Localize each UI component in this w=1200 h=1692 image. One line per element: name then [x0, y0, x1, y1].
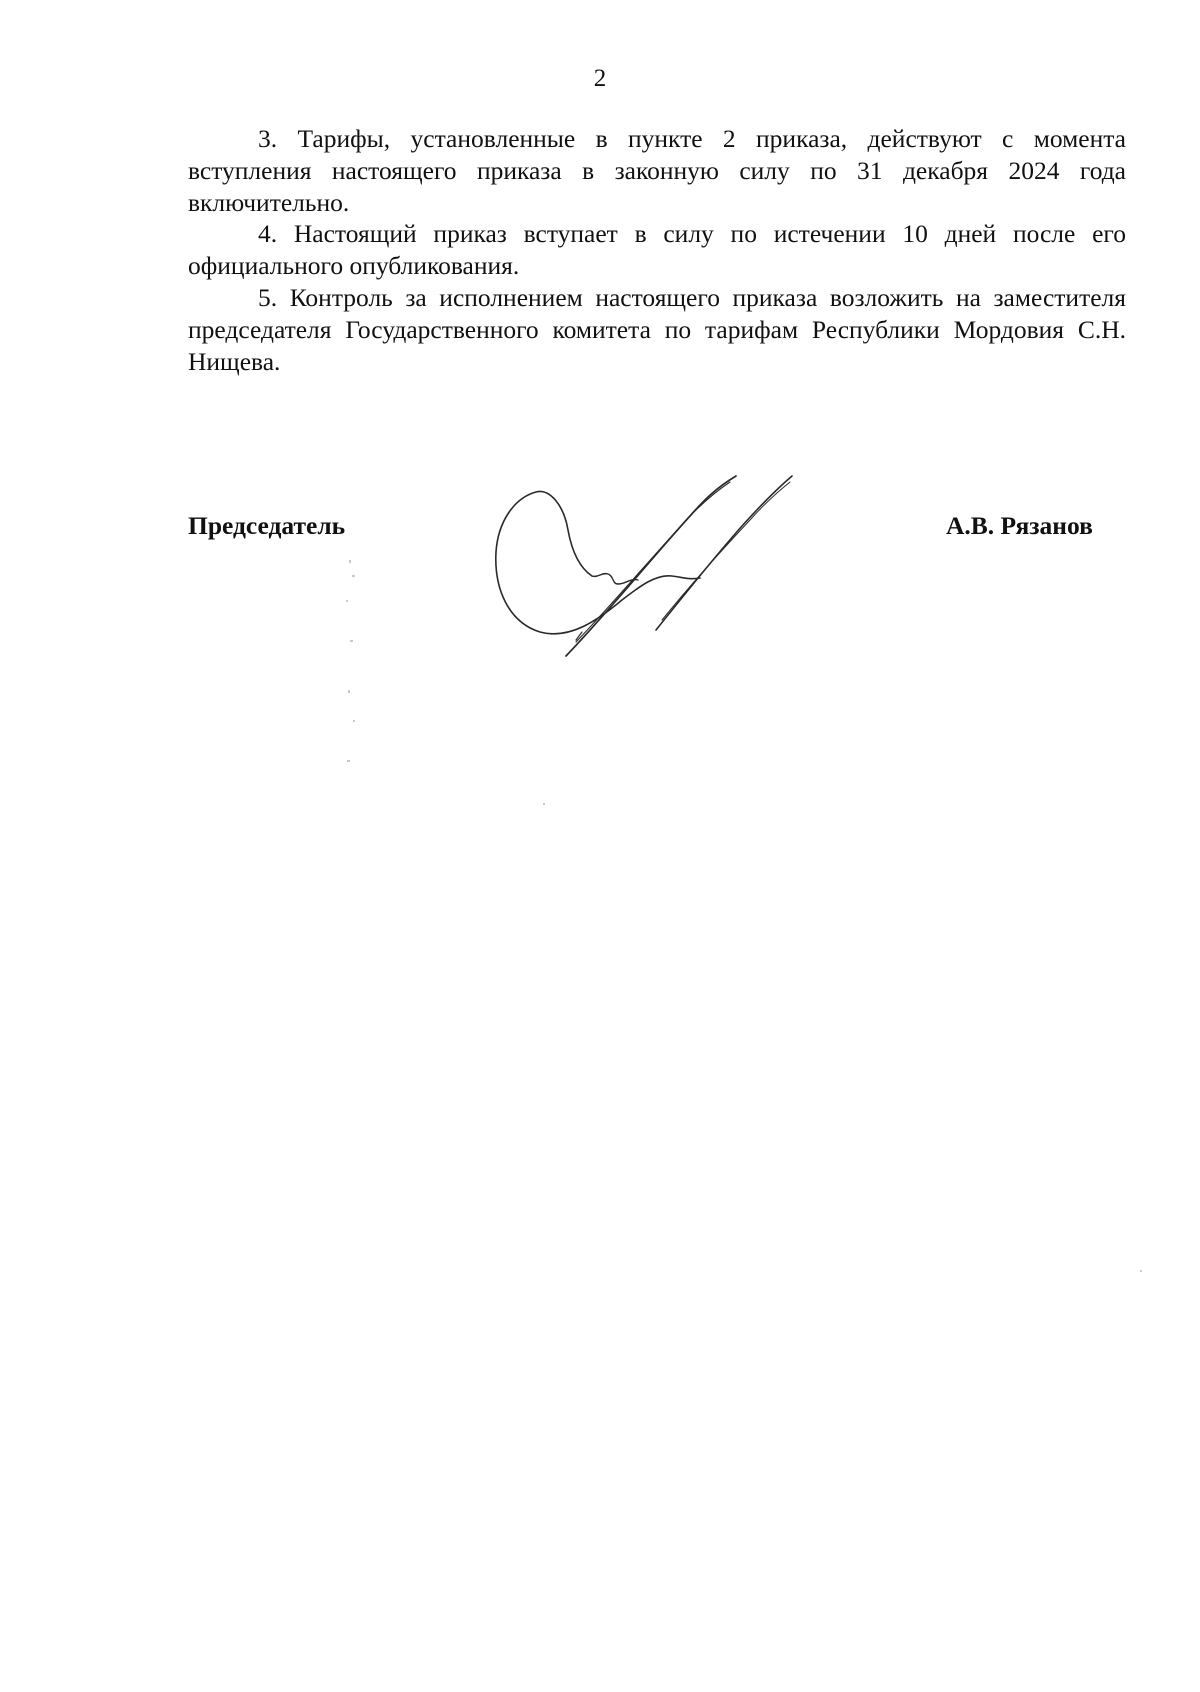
paragraph-5: 5. Контроль за исполнением настоящего приказа возложить на заместителя председателя Государственного комитета по тарифам Республики Мордовия С.Н. Нищева. — [188, 282, 1126, 376]
scan-speck — [543, 803, 545, 805]
page-number: 2 — [593, 65, 607, 92]
paragraph-3: 3. Тарифы, установленные в пункте 2 приказа, действуют с момента вступления настоящего приказа в законную силу по 31 декабря 2024 года включительно. — [188, 124, 1126, 217]
scan-speck — [350, 640, 353, 642]
document-body — [188, 123, 1126, 377]
scan-speck — [347, 760, 350, 762]
scan-speck — [349, 560, 351, 563]
scan-speck — [352, 575, 355, 577]
scan-speck — [1140, 1270, 1142, 1272]
paragraph-4: 4. Настоящий приказ вступает в силу по истечении 10 дней после его официального опубликования. — [188, 219, 1126, 281]
scan-speck — [353, 720, 355, 722]
signatory-name: А.В. Рязанов — [946, 511, 1093, 540]
scan-speck — [346, 600, 348, 602]
signature-diagonal-stroke-1 — [566, 476, 736, 656]
handwritten-signature — [480, 460, 820, 670]
signature-diagonal-stroke-2 — [656, 476, 792, 630]
signatory-title: Председатель — [188, 511, 346, 540]
scan-speck — [348, 690, 350, 693]
